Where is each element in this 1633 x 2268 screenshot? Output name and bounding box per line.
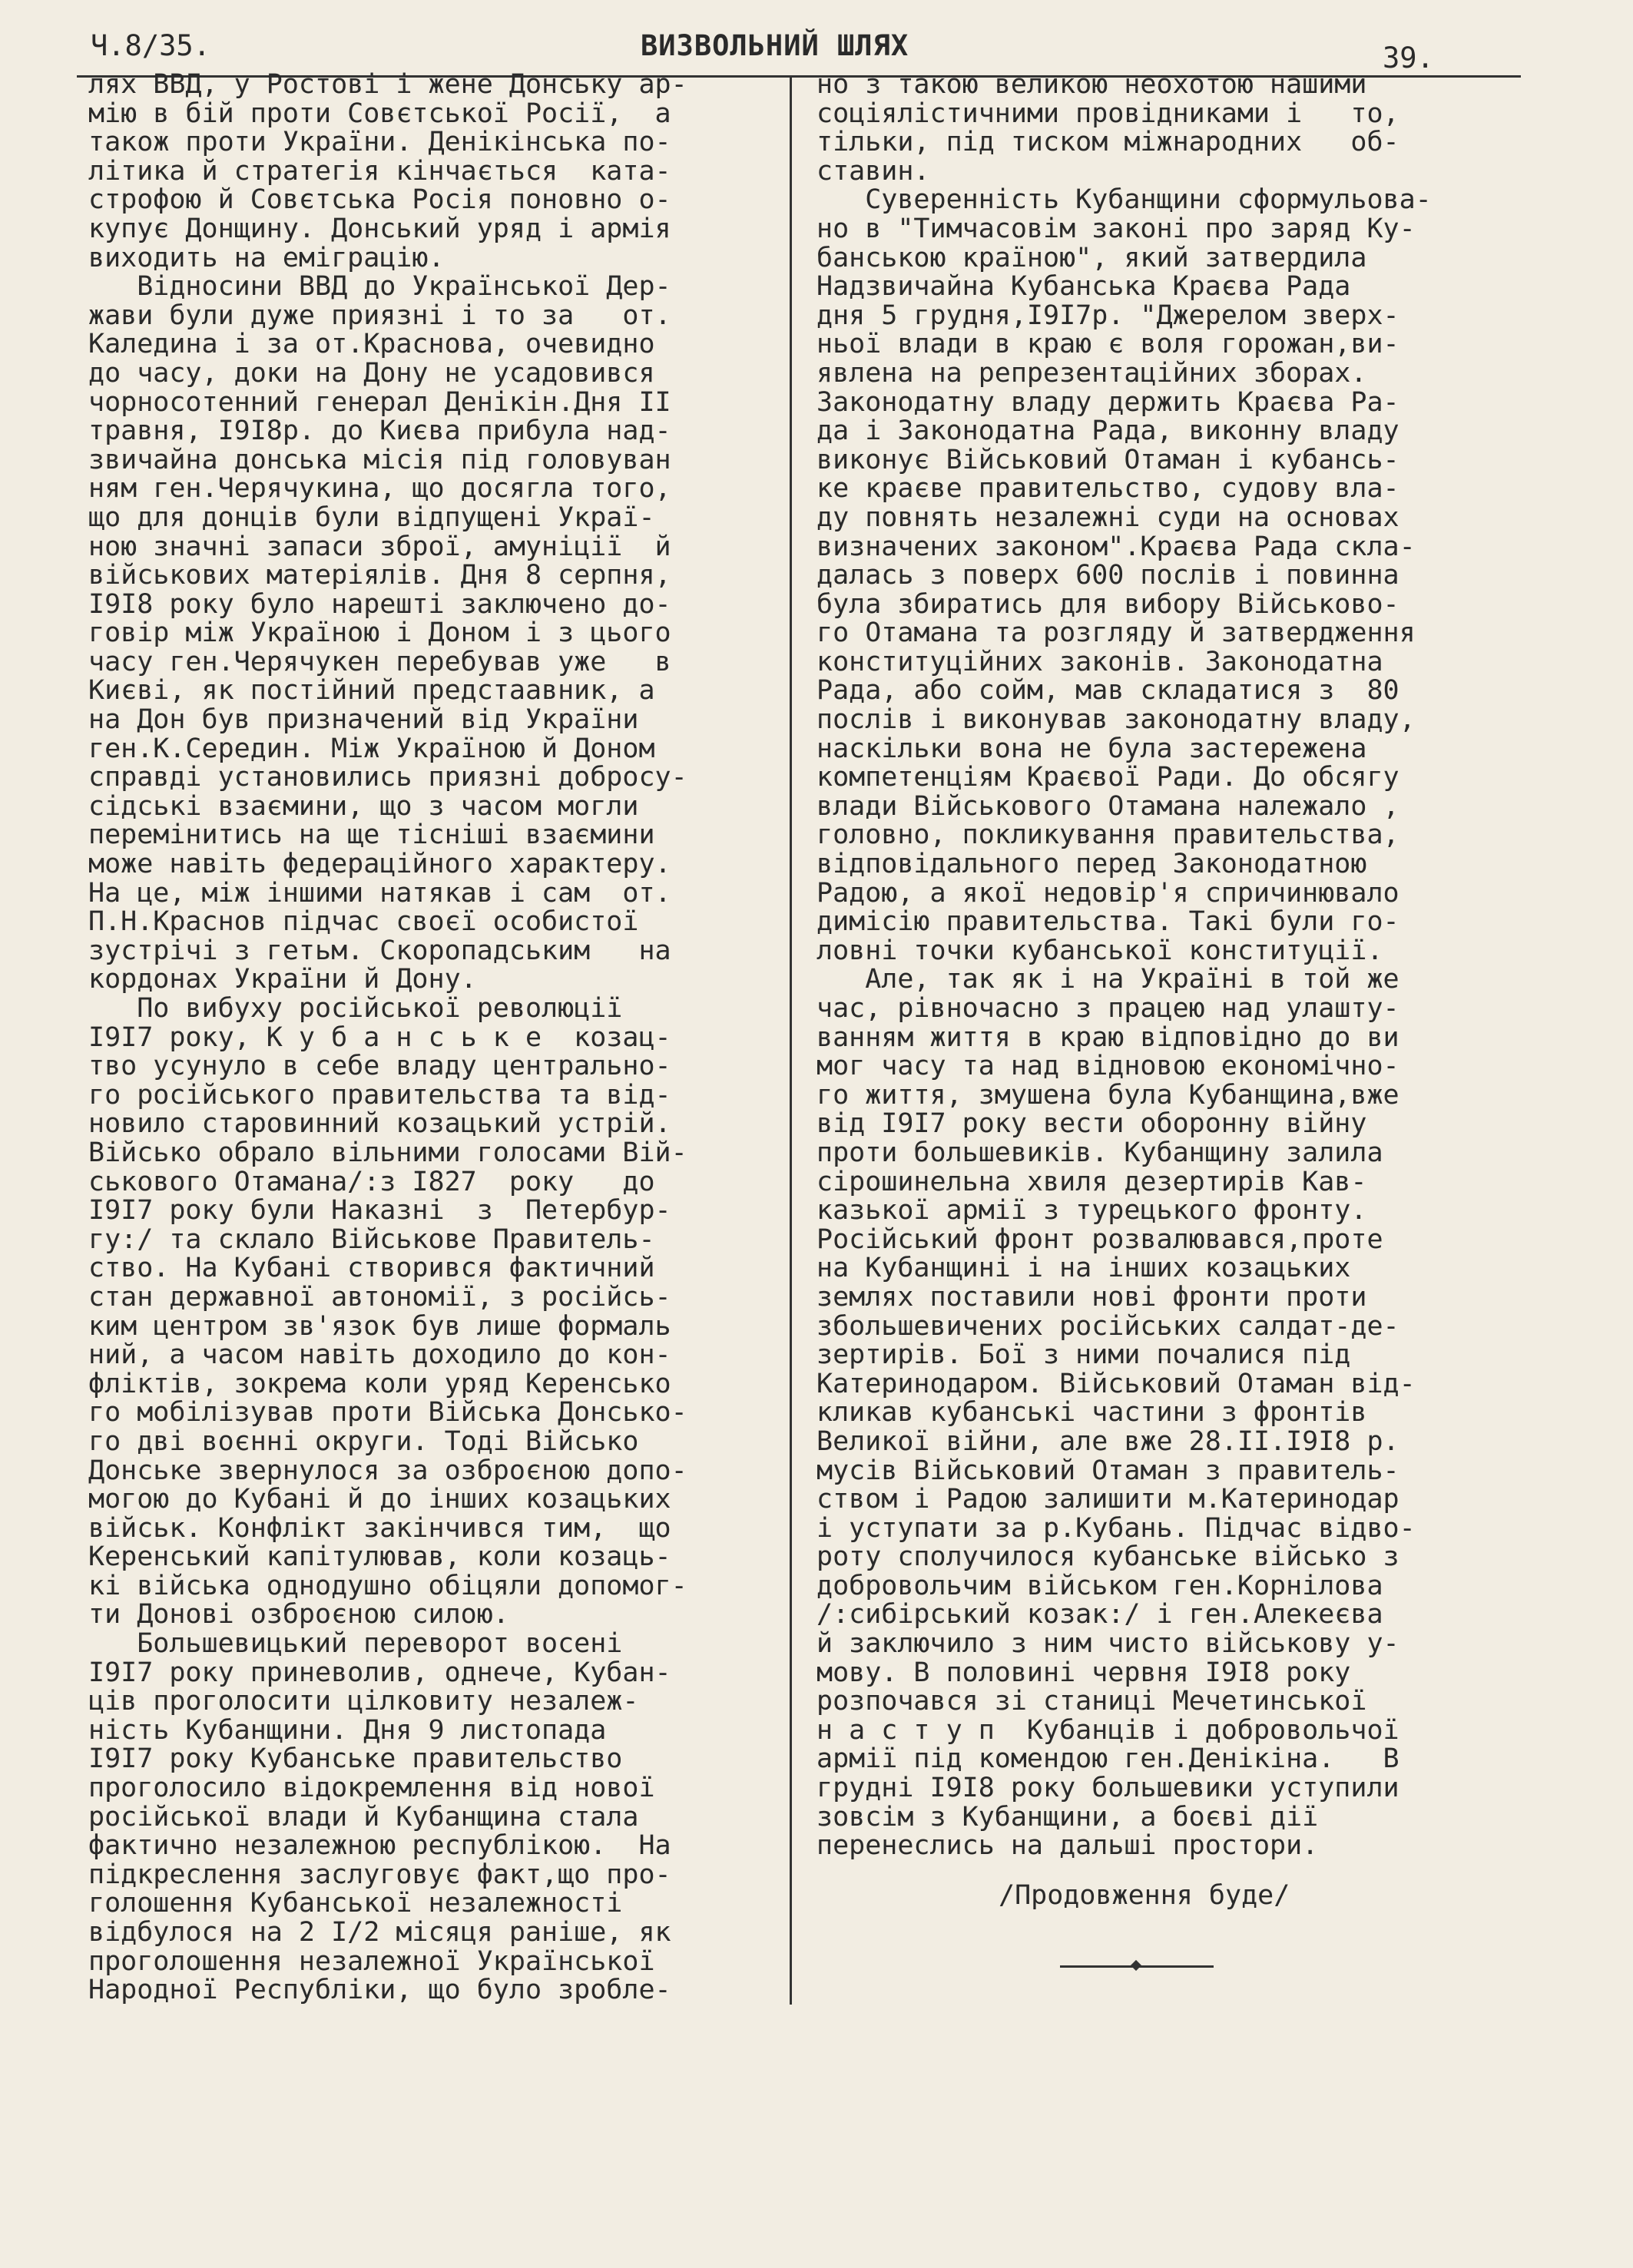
- text-line: наскільки вона не була застережена: [816, 734, 1367, 764]
- text-line: жави були дуже приязні і то за от.: [88, 301, 671, 331]
- text-line: ванням життя в краю відповідно до ви: [816, 1023, 1399, 1053]
- text-line: відповідального перед Законодатною: [816, 850, 1367, 879]
- text-line: ген.К.Середин. Між Україною й Доном: [88, 734, 655, 764]
- text-line: явлена на репрезентаційних зборах.: [816, 359, 1367, 389]
- text-line: відбулося на 2 I/2 місяця раніше, як: [88, 1919, 671, 1948]
- text-line: /:сибірський козак:/ і ген.Алекеєва: [816, 1601, 1383, 1631]
- text-line: тво усунуло в себе владу центрально-: [88, 1052, 671, 1081]
- text-line: на Дон був призначений від України: [88, 706, 639, 735]
- text-line: ням ген.Черячукина, що досягла того,: [88, 475, 671, 504]
- text-line: I9I7 року Кубанське правительство: [88, 1745, 623, 1775]
- text-line: на Кубанщині і на інших козацьких: [816, 1254, 1351, 1283]
- text-line: була збиратись для вибору Військово-: [816, 590, 1399, 620]
- text-line: Керенський капітулював, коли козаць-: [88, 1543, 671, 1572]
- text-line: що для донців були відпущені Украї-: [88, 503, 655, 533]
- text-line: визначених законом".Краєва Рада скла-: [816, 532, 1416, 562]
- text-line: розпочався зі станиці Мечетинської: [816, 1687, 1367, 1717]
- text-line: купує Донщину. Донський уряд і армія: [88, 214, 671, 244]
- column-divider: [790, 77, 792, 2005]
- text-line: проголосило відокремлення від нової: [88, 1774, 655, 1803]
- text-line: Радою, а якої недовір'я спричинювало: [816, 879, 1399, 909]
- text-line: новило старовинний козацький устрій.: [88, 1110, 671, 1139]
- text-line: сірошинельна хвиля дезертирів Кав-: [816, 1167, 1367, 1197]
- continued-note: /Продовження буде/: [999, 1880, 1290, 1911]
- text-line: Народної Республіки, що було зробле-: [88, 1976, 671, 2005]
- text-line: грудні I9I8 року большевики уступили: [816, 1774, 1399, 1803]
- text-line: мог часу та над відновою економічно-: [816, 1052, 1399, 1081]
- text-line: строфою й Совєтська Росія поновно о-: [88, 186, 671, 215]
- text-line: ськового Отамана/:з I827 року до: [88, 1167, 655, 1197]
- text-line: тільки, під тиском міжнародних об-: [816, 128, 1399, 157]
- text-line: також проти України. Денікінська по-: [88, 128, 671, 157]
- text-line: лях ВВД, у Ростові і жене Донську ар-: [88, 71, 687, 100]
- text-line: голошення Кубанської незалежності: [88, 1889, 623, 1919]
- text-line: виходить на еміграцію.: [88, 243, 445, 273]
- text-line: но в "Тимчасовім законі про заряд Ку-: [816, 214, 1416, 244]
- text-line: від I9I7 року вести оборонну війну: [816, 1110, 1367, 1139]
- text-line: банською країною", який затвердила: [816, 243, 1367, 273]
- text-line: часу ген.Черячукен перебував уже в: [88, 647, 671, 677]
- text-line: травня, I9I8р. до Києва прибула над-: [88, 417, 671, 446]
- text-line: конституційних законів. Законодатна: [816, 647, 1383, 677]
- text-line: влади Військового Отамана належало ,: [816, 792, 1399, 822]
- right-column: [816, 71, 1512, 1861]
- text-line: і уступати за р.Кубань. Підчас відво-: [816, 1514, 1416, 1544]
- text-line: військових матеріялів. Дня 8 серпня,: [88, 561, 671, 591]
- text-line: димісію правительства. Такі були го-: [816, 908, 1399, 937]
- text-line: Російський фронт розвалювався,проте: [816, 1225, 1383, 1255]
- text-line: го дві воєнні округи. Тоді Військо: [88, 1427, 639, 1457]
- text-line: соціялістичними провідниками і то,: [816, 99, 1399, 129]
- text-line: сідські взаємини, що з часом могли: [88, 792, 639, 822]
- text-line: російської влади й Кубанщина стала: [88, 1803, 639, 1833]
- text-line: до часу, доки на Дону не усадовився: [88, 359, 655, 389]
- text-line: мову. В половині червня I9I8 року: [816, 1658, 1351, 1688]
- text-line: ством і Радою залишити м.Катеринодар: [816, 1485, 1399, 1515]
- text-line: Рада, або сойм, мав складатися з 80: [816, 677, 1399, 707]
- text-line: Большевицький переворот восені: [88, 1630, 623, 1659]
- text-line: фактично незалежною республікою. На: [88, 1832, 671, 1861]
- text-line: ти Донові озброєною силою.: [88, 1601, 509, 1631]
- text-line: перенеслись на дальші простори.: [816, 1832, 1319, 1861]
- text-line: зовсім з Кубанщини, а боєві дії: [816, 1803, 1319, 1833]
- text-line: компетенціям Краєвої Ради. До обсягу: [816, 763, 1399, 793]
- text-line: військ. Конфлікт закінчився тим, що: [88, 1514, 671, 1544]
- text-line: підкреслення заслуговує факт,що про-: [88, 1860, 671, 1890]
- text-line: дня 5 грудня,I9I7р. "Джерелом зверх-: [816, 301, 1399, 331]
- text-line: го мобілізував проти Війська Донсько-: [88, 1399, 687, 1428]
- text-line: По вибуху російської революції: [88, 995, 623, 1024]
- text-line: ким центром зв'язок був лише формаль: [88, 1312, 671, 1342]
- text-line: Суверенність Кубанщини сформульова-: [816, 186, 1432, 215]
- text-line: кордонах України й Дону.: [88, 965, 477, 995]
- text-line: далась з поверх 600 послів і повинна: [816, 561, 1399, 591]
- text-line: може навіть федераційного характеру.: [88, 850, 671, 879]
- text-line: Києві, як постійний предстаавник, а: [88, 677, 655, 707]
- text-line: Каледина і за от.Краснова, очевидно: [88, 330, 655, 359]
- text-line: На це, між іншими натякав і сам от.: [88, 879, 671, 909]
- text-line: да і Законодатна Рада, виконну владу: [816, 417, 1399, 446]
- text-line: армії під комендою ген.Денікіна. В: [816, 1745, 1399, 1775]
- text-line: I9I7 року, К у б а н с ь к е козац-: [88, 1023, 671, 1053]
- issue-number: Ч.8/35.: [91, 29, 210, 62]
- text-line: гу:/ та склало Військове Правитель-: [88, 1225, 655, 1255]
- text-line: виконує Військовий Отаман і кубансь-: [816, 445, 1399, 475]
- text-line: справді установились приязні добросу-: [88, 763, 687, 793]
- text-line: ний, а часом навіть доходило до кон-: [88, 1341, 671, 1370]
- text-line: час, рівночасно з працею над улашту-: [816, 995, 1399, 1024]
- left-column: [88, 71, 783, 2005]
- text-line: звичайна донська місія під головуван: [88, 445, 671, 475]
- journal-title: ВИЗВОЛЬНИЙ ШЛЯХ: [641, 29, 909, 62]
- text-line: стан державної автономії, з російсь-: [88, 1283, 671, 1313]
- text-line: ців проголосити цілковиту незалеж-: [88, 1687, 639, 1717]
- text-line: Великої війни, але вже 28.II.I9I8 р.: [816, 1427, 1399, 1457]
- text-line: головно, покликування правительства,: [816, 821, 1399, 851]
- text-line: но з такою великою неохотою нашими: [816, 71, 1367, 100]
- text-line: Донське звернулося за озброєною допо-: [88, 1456, 687, 1486]
- text-line: П.Н.Краснов підчас своєї особистої: [88, 908, 639, 937]
- text-line: ність Кубанщини. Дня 9 листопада: [88, 1716, 607, 1746]
- text-line: фліктів, зокрема коли уряд Керенсько: [88, 1369, 671, 1399]
- text-line: го російського правительства та від-: [88, 1081, 671, 1111]
- text-line: проти большевиків. Кубанщину залила: [816, 1138, 1383, 1168]
- text-line: мію в бій проти Совєтської Росії, а: [88, 99, 671, 129]
- text-line: Законодатну владу держить Краєва Ра-: [816, 388, 1399, 418]
- text-line: роту сполучилося кубанське військо з: [816, 1543, 1399, 1572]
- text-line: Військо обрало вільними голосами Вій-: [88, 1138, 687, 1168]
- text-line: н а с т у п Кубанців і добровольчої: [816, 1716, 1399, 1746]
- text-line: I9I7 року приневолив, однече, Кубан-: [88, 1658, 671, 1688]
- text-line: говір між Україною і Доном і з цього: [88, 619, 671, 648]
- text-line: кликав кубанські частини з фронтів: [816, 1399, 1367, 1428]
- text-line: збольшевичених російських салдат-де-: [816, 1312, 1399, 1342]
- text-line: зертирів. Бої з ними почалися під: [816, 1341, 1351, 1370]
- text-line: I9I8 року було нарешті заключено до-: [88, 590, 671, 620]
- text-line: ловні точки кубанської конституції.: [816, 936, 1383, 966]
- text-line: ке краєве правительство, судову вла-: [816, 475, 1399, 504]
- text-line: ною значні запаси зброї, амуніції й: [88, 532, 671, 562]
- text-line: зустрічі з гетьм. Скоропадським на: [88, 936, 671, 966]
- text-line: добровольчим військом ген.Корнілова: [816, 1571, 1383, 1601]
- text-line: казької армії з турецького фронту.: [816, 1197, 1367, 1226]
- text-line: I9I7 року були Наказні з Петербур-: [88, 1197, 671, 1226]
- text-line: кі війська однодушно обіцяли допомог-: [88, 1571, 687, 1601]
- text-line: літика й стратегія кінчається ката-: [88, 157, 671, 187]
- text-line: го життя, змушена була Кубанщина,вже: [816, 1081, 1399, 1111]
- text-line: мусів Військовий Отаман з правитель-: [816, 1456, 1399, 1486]
- text-line: Але, так як і на Україні в той же: [816, 965, 1399, 995]
- text-line: ду повнять незалежні суди на основах: [816, 503, 1399, 533]
- page-number: 39.: [1383, 41, 1434, 74]
- text-line: могою до Кубані й до інших козацьких: [88, 1485, 671, 1515]
- end-ornament: [1060, 1965, 1214, 1968]
- text-line: ньої влади в краю є воля горожан,ви-: [816, 330, 1399, 359]
- text-line: перемінитись на ще тісніші взаємини: [88, 821, 655, 851]
- text-line: чорносотенний генерал Денікін.Дня II: [88, 388, 671, 418]
- text-line: Катеринодаром. Військовий Отаман від-: [816, 1369, 1416, 1399]
- text-line: го Отамана та розгляду й затвердження: [816, 619, 1416, 648]
- text-line: ство. На Кубані створився фактичний: [88, 1254, 655, 1283]
- text-line: землях поставили нові фронти проти: [816, 1283, 1367, 1313]
- text-line: ставин.: [816, 157, 930, 187]
- text-line: послів і виконував законодатну владу,: [816, 706, 1416, 735]
- text-line: Відносини ВВД до Української Дер-: [88, 273, 671, 302]
- text-line: Надзвичайна Кубанська Краєва Рада: [816, 273, 1351, 302]
- text-line: й заключило з ним чисто військову у-: [816, 1630, 1399, 1659]
- text-line: проголошення незалежної Української: [88, 1947, 655, 1977]
